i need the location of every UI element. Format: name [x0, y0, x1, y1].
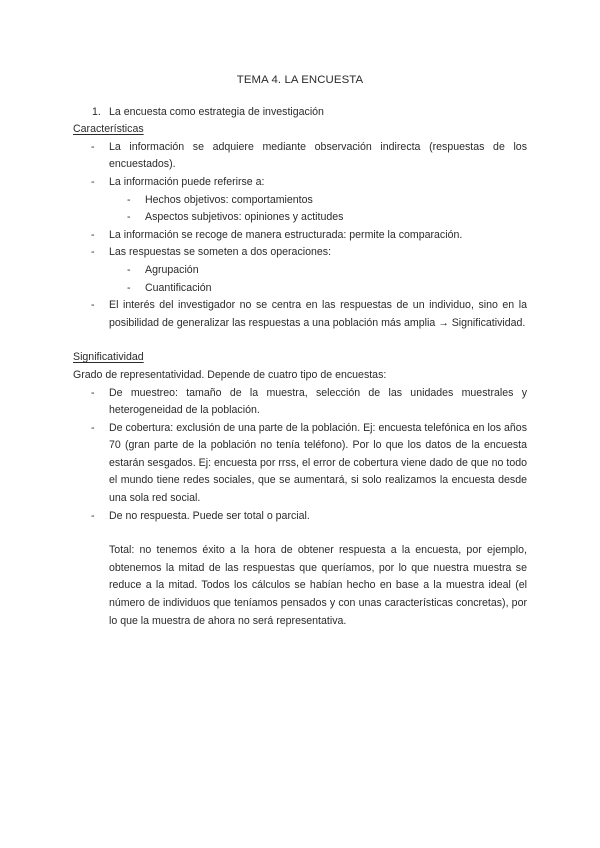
caracteristicas-heading: Características: [73, 123, 144, 136]
sublist-item: - Hechos objetivos: comportamientos: [73, 192, 527, 210]
document-page: [73, 72, 527, 630]
significatividad-heading: Significatividad: [73, 351, 144, 364]
significatividad-intro: Grado de representatividad. Depende de cuatro tipo de encuestas:: [73, 368, 387, 381]
section-title: La encuesta como estrategia de investigación: [109, 105, 324, 118]
list-item: - De cobertura: exclusión de una parte de la población. Ej: encuesta telefónica en los años 70 (gran parte de la población no tenía teléfono). Por lo que los datos de la encuesta estarán sesgados. Ej: encuesta por rrss, el error de cobertura viene dado de que no todo el mundo tiene redes sociales, que se aumentará, si solo realizamos la encuesta desde una sola red social.: [73, 420, 527, 508]
list-item: - La información se recoge de manera estructurada: permite la comparación.: [73, 227, 527, 245]
section-number: 1.: [92, 105, 101, 118]
section-1-heading: [73, 104, 527, 122]
list-item: - De no respuesta. Puede ser total o parcial.: [73, 508, 527, 526]
significatividad-list: [73, 385, 527, 526]
list-item: - El interés del investigador no se centra en las respuestas de un individuo, sino en la posibilidad de generalizar las respuestas a una población más amplia → Significatividad.: [73, 297, 527, 332]
spacer: [73, 332, 527, 349]
list-item: - De muestreo: tamaño de la muestra, selección de las unidades muestrales y heterogeneidad de la población.: [73, 385, 527, 420]
list-item-text: La información puede referirse a:: [109, 175, 265, 188]
sublist-item: - Agrupación: [73, 262, 527, 280]
caracteristicas-list: [73, 139, 527, 333]
list-item: - La información se adquiere mediante observación indirecta (respuestas de los encuestados).: [73, 139, 527, 174]
list-item: [73, 244, 527, 297]
list-item-text: Las respuestas se someten a dos operaciones:: [109, 246, 332, 259]
sublist-operaciones: [73, 262, 527, 297]
spacer: [73, 525, 527, 542]
sublist-item: - Cuantificación: [73, 280, 527, 298]
sublist-item: - Aspectos subjetivos: opiniones y actitudes: [73, 209, 527, 227]
total-paragraph: Total: no tenemos éxito a la hora de obtener respuesta a la encuesta, por ejemplo, obtenemos la mitad de las respuestas que queríamos, por lo que nuestra muestra se reduce a la mitad. Todos los cálculos se habían hecho en base a la muestra ideal (el número de individuos que teníamos pensados y con unas características concretas), por lo que la muestra de ahora no será representativa.: [109, 544, 527, 627]
list-item: [73, 174, 527, 227]
page-title: TEMA 4. LA ENCUESTA: [236, 74, 364, 86]
sublist-referirse: [73, 192, 527, 227]
